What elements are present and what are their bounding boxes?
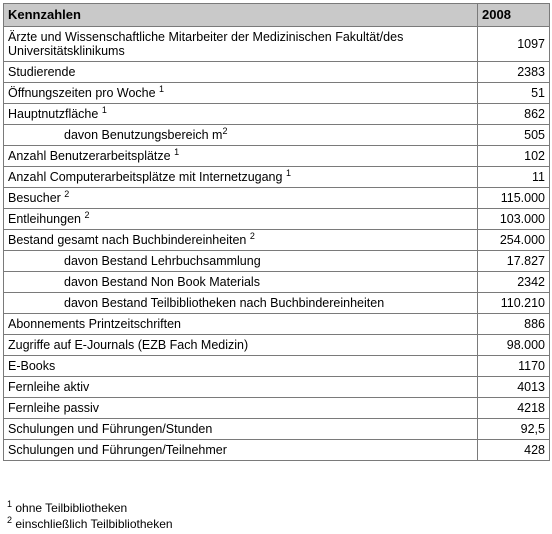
row-label-cell bbox=[4, 419, 478, 440]
footnote-mark: 1 bbox=[7, 499, 13, 509]
row-value: 103.000 bbox=[478, 209, 550, 230]
table-row bbox=[4, 209, 550, 230]
row-label-cell bbox=[4, 356, 478, 377]
footnote-ref: 2 bbox=[64, 189, 70, 199]
row-value: 110.210 bbox=[478, 293, 550, 314]
table-row bbox=[4, 440, 550, 461]
row-label-cell bbox=[4, 62, 478, 83]
row-label: davon Bestand Non Book Materials bbox=[64, 275, 260, 289]
row-label-cell bbox=[4, 104, 478, 125]
row-label: Entleihungen bbox=[8, 212, 81, 226]
row-label: Abonnements Printzeitschriften bbox=[8, 317, 182, 331]
table-row bbox=[4, 398, 550, 419]
row-value: 115.000 bbox=[478, 188, 550, 209]
table-body bbox=[4, 27, 550, 461]
table-row bbox=[4, 335, 550, 356]
row-value: 1170 bbox=[478, 356, 550, 377]
footnote-ref: 2 bbox=[222, 126, 228, 136]
row-label-cell bbox=[4, 83, 478, 104]
table-row bbox=[4, 146, 550, 167]
row-label-cell bbox=[4, 314, 478, 335]
table-row bbox=[4, 377, 550, 398]
row-value: 51 bbox=[478, 83, 550, 104]
row-value: 102 bbox=[478, 146, 550, 167]
table-row bbox=[4, 104, 550, 125]
row-value: 886 bbox=[478, 314, 550, 335]
row-value: 2342 bbox=[478, 272, 550, 293]
row-value: 11 bbox=[478, 167, 550, 188]
row-label: davon Benutzungsbereich m bbox=[64, 128, 223, 142]
row-value: 428 bbox=[478, 440, 550, 461]
footnote-ref: 2 bbox=[249, 231, 255, 241]
footnote-text: einschließlich Teilbibliotheken bbox=[12, 517, 173, 531]
row-label: Zugriffe auf E-Journals (EZB Fach Medizin) bbox=[8, 338, 249, 352]
row-label: Bestand gesamt nach Buchbindereinheiten bbox=[8, 233, 247, 247]
row-label-cell bbox=[4, 377, 478, 398]
footnote-ref: 1 bbox=[285, 168, 291, 178]
table-row bbox=[4, 272, 550, 293]
row-label: E-Books bbox=[8, 359, 56, 373]
row-value: 254.000 bbox=[478, 230, 550, 251]
row-label-cell bbox=[4, 125, 478, 146]
header-year: 2008 bbox=[478, 4, 550, 27]
row-label: Anzahl Computerarbeitsplätze mit Internetzugang bbox=[8, 170, 283, 184]
table-row bbox=[4, 188, 550, 209]
row-value: 862 bbox=[478, 104, 550, 125]
row-label-cell bbox=[4, 209, 478, 230]
row-label: Schulungen und Führungen/Stunden bbox=[8, 422, 213, 436]
table-row bbox=[4, 62, 550, 83]
row-value: 1097 bbox=[478, 27, 550, 62]
row-label-cell bbox=[4, 230, 478, 251]
footnote-1 bbox=[7, 500, 173, 516]
footnote-ref: 2 bbox=[84, 210, 90, 220]
row-label: Schulungen und Führungen/Teilnehmer bbox=[8, 443, 227, 457]
footnote-ref: 1 bbox=[159, 84, 165, 94]
row-value: 2383 bbox=[478, 62, 550, 83]
row-label: davon Bestand Teilbibliotheken nach Buchbindereinheiten bbox=[64, 296, 385, 310]
footnote-ref: 1 bbox=[101, 105, 107, 115]
row-value: 98.000 bbox=[478, 335, 550, 356]
row-label-cell bbox=[4, 188, 478, 209]
table-row bbox=[4, 356, 550, 377]
table-header-row bbox=[4, 4, 550, 27]
row-label: Öffnungszeiten pro Woche bbox=[8, 86, 156, 100]
row-label-cell bbox=[4, 335, 478, 356]
row-label: Fernleihe aktiv bbox=[8, 380, 90, 394]
row-label: davon Bestand Lehrbuchsammlung bbox=[64, 254, 261, 268]
row-label: Anzahl Benutzerarbeitsplätze bbox=[8, 149, 171, 163]
row-label-cell bbox=[4, 293, 478, 314]
table-row bbox=[4, 83, 550, 104]
row-label: Besucher bbox=[8, 191, 61, 205]
footnote-ref: 1 bbox=[174, 147, 180, 157]
row-label: Hauptnutzfläche bbox=[8, 107, 99, 121]
table-row bbox=[4, 167, 550, 188]
table-row bbox=[4, 314, 550, 335]
row-value: 4013 bbox=[478, 377, 550, 398]
table-row bbox=[4, 230, 550, 251]
table-row bbox=[4, 419, 550, 440]
row-label: Fernleihe passiv bbox=[8, 401, 100, 415]
footnotes bbox=[7, 500, 173, 532]
row-value: 17.827 bbox=[478, 251, 550, 272]
row-value: 92,5 bbox=[478, 419, 550, 440]
table-row bbox=[4, 251, 550, 272]
row-label-cell bbox=[4, 251, 478, 272]
row-label-cell bbox=[4, 272, 478, 293]
header-kennzahlen: Kennzahlen bbox=[4, 4, 478, 27]
row-label-cell bbox=[4, 440, 478, 461]
row-label: Ärzte und Wissenschaftliche Mitarbeiter der Medizinischen Fakultät/des Universitätsklinikums bbox=[8, 30, 404, 58]
table-row bbox=[4, 293, 550, 314]
row-label-cell bbox=[4, 167, 478, 188]
row-label-cell bbox=[4, 27, 478, 62]
table-row bbox=[4, 27, 550, 62]
kennzahlen-table bbox=[3, 3, 550, 461]
footnote-text: ohne Teilbibliotheken bbox=[12, 501, 128, 515]
row-label-cell bbox=[4, 398, 478, 419]
row-label-cell bbox=[4, 146, 478, 167]
table-row bbox=[4, 125, 550, 146]
row-value: 505 bbox=[478, 125, 550, 146]
footnote-mark: 2 bbox=[7, 515, 13, 525]
row-label: Studierende bbox=[8, 65, 76, 79]
footnote-2 bbox=[7, 516, 173, 532]
row-value: 4218 bbox=[478, 398, 550, 419]
